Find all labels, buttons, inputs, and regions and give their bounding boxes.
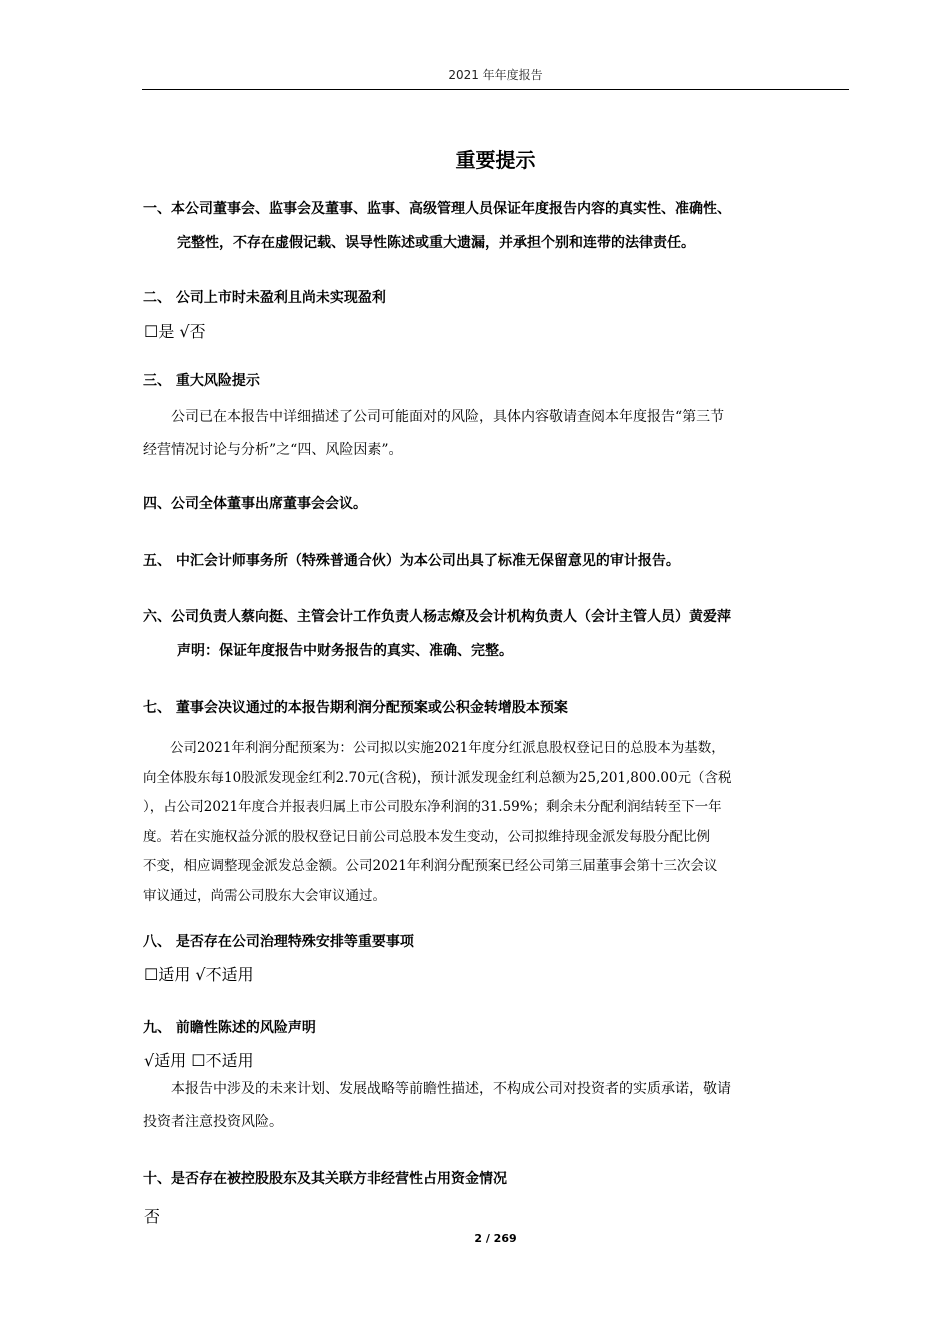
section-8-options: ☐适用 √不适用 xyxy=(144,965,254,984)
section-9-line-2: 投资者注意投资风险。 xyxy=(143,1114,283,1130)
section-5-heading: 五、 中汇会计师事务所（特殊普通合伙）为本公司出具了标准无保留意见的审计报告。 xyxy=(143,553,680,569)
section-7-line-1: 公司2021年利润分配预案为：公司拟以实施2021年度分红派息股权登记日的总股本为基数， xyxy=(170,740,725,756)
section-8-heading: 八、 是否存在公司治理特殊安排等重要事项 xyxy=(143,934,414,950)
section-9-heading: 九、 前瞻性陈述的风险声明 xyxy=(143,1020,316,1036)
section-2-heading: 二、 公司上市时未盈利且尚未实现盈利 xyxy=(143,290,386,306)
header-rule xyxy=(142,89,849,90)
section-9-body xyxy=(143,1073,849,1139)
page-number: 2 / 269 xyxy=(474,1232,517,1245)
section-7-heading: 七、 董事会决议通过的本报告期利润分配预案或公积金转增股本预案 xyxy=(143,700,568,716)
section-1-line-1: 一、本公司董事会、监事会及董事、监事、高级管理人员保证年度报告内容的真实性、准确性、 xyxy=(143,201,731,217)
section-7-line-2: 向全体股东每10股派发现金红利2.70元(含税)，预计派发现金红利总额为25,201,800.00元（含税 xyxy=(143,769,732,786)
section-1 xyxy=(143,198,731,252)
section-3-body xyxy=(143,401,849,467)
section-10-heading: 十、是否存在被控股股东及其关联方非经营性占用资金情况 xyxy=(143,1171,507,1187)
section-7-line-6: 审议通过，尚需公司股东大会审议通过。 xyxy=(143,887,386,904)
section-3-heading: 三、 重大风险提示 xyxy=(143,373,260,389)
section-9-line-1: 本报告中涉及的未来计划、发展战略等前瞻性描述，不构成公司对投资者的实质承诺，敬请 xyxy=(171,1081,731,1097)
section-6-line-2: 声明：保证年度报告中财务报告的真实、准确、完整。 xyxy=(177,643,513,659)
section-7-line-4: 度。若在实施权益分派的股权登记日前公司总股本发生变动，公司拟维持现金派发每股分配比例 xyxy=(143,828,710,845)
section-3-line-2: 经营情况讨论与分析”之“四、风险因素”。 xyxy=(143,442,403,458)
section-7-line-3: ），占公司2021年度合并报表归属上市公司股东净利润的31.59%；剩余未分配利润结转至下一年 xyxy=(143,799,722,815)
section-3-line-1: 公司已在本报告中详细描述了公司可能面对的风险，具体内容敬请查阅本年度报告“第三节 xyxy=(171,409,725,425)
section-2-options: ☐是 √否 xyxy=(144,322,206,341)
section-7-body xyxy=(143,734,849,911)
section-7-line-5: 不变，相应调整现金派发总金额。公司2021年利润分配预案已经公司第三届董事会第十三次会议 xyxy=(143,858,718,874)
section-6-line-1: 六、公司负责人蔡向挺、主管会计工作负责人杨志燎及会计机构负责人（会计主管人员）黄爱萍 xyxy=(143,609,731,625)
section-1-line-2: 完整性，不存在虚假记载、误导性陈述或重大遗漏，并承担个别和连带的法律责任。 xyxy=(177,235,695,251)
section-10-answer: 否 xyxy=(144,1207,161,1226)
section-9-options: √适用 ☐不适用 xyxy=(144,1051,254,1070)
page-title: 重要提示 xyxy=(455,148,536,172)
section-6 xyxy=(143,606,731,660)
section-4-heading: 四、公司全体董事出席董事会会议。 xyxy=(143,496,367,512)
running-header: 2021 年年度报告 xyxy=(448,68,543,82)
